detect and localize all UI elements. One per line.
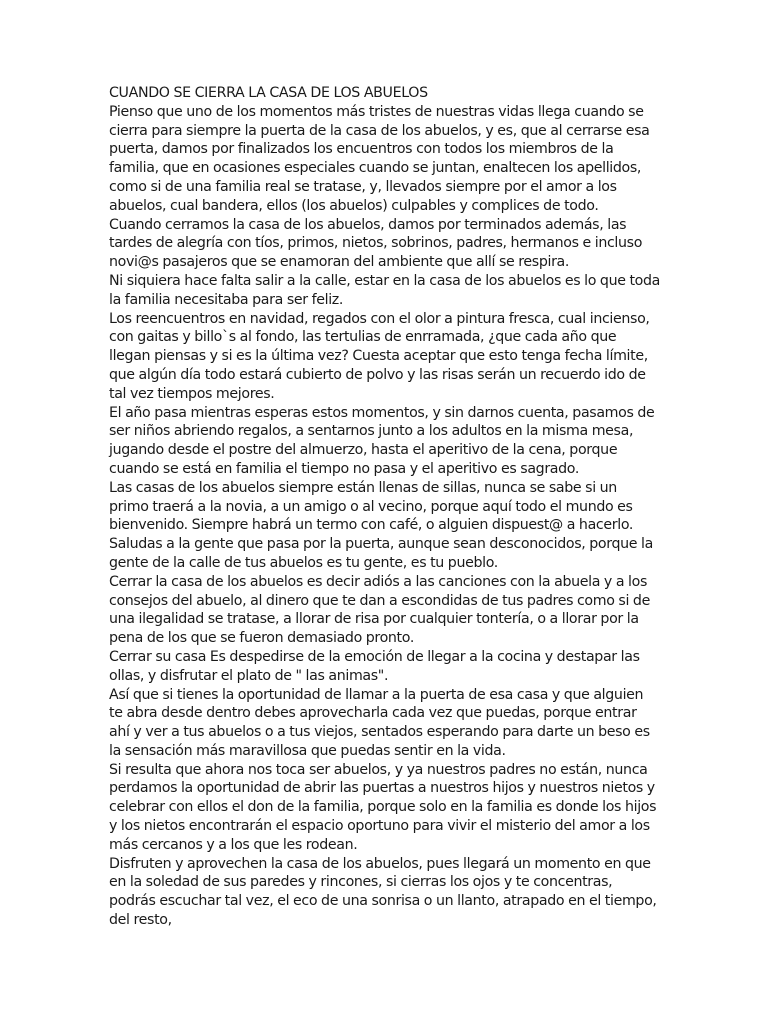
document-title: CUANDO SE CIERRA LA CASA DE LOS ABUELOS xyxy=(109,85,428,101)
paragraph-3: Ni siquiera hace falta salir a la calle, estar en la casa de los abuelos es lo que toda la familia necesitaba para ser feliz. xyxy=(109,272,660,308)
paragraph-7: Saludas a la gente que pasa por la puerta, aunque sean desconocidos, porque la gente de la calle de tus abuelos es tu gente, es tu pueblo. xyxy=(109,536,653,571)
document-page xyxy=(109,84,660,930)
paragraph-2: Cuando cerramos la casa de los abuelos, damos por terminados además, las tardes de alegría con tíos, primos, nietos, sobrinos, padres, hermanos e incluso novi@s pasajeros que se enamoran del ambiente que allí se respira. xyxy=(109,216,643,271)
paragraph-10: Así que si tienes la oportunidad de llamar a la puerta de esa casa y que alguien te abra desde dentro debes aprovecharla cada vez que puedas, porque entrar ahí y ver a tus abuelos o a tus viejos, sentados esperando para darte un beso es la sensación más maravillosa que puedas sentir en la vida. xyxy=(109,686,650,759)
paragraph-1: Pienso que uno de los momentos más tristes de nuestras vidas llega cuando se cierra para siempre la puerta de la casa de los abuelos, y es, que al cerrarse esa puerta, damos por finalizados los encuentros con todos los miembros de la familia, que en ocasiones especiales cuando se juntan, enaltecen los apellidos, como si de una familia real se tratase, y, llevados siempre por el amor a los abuelos, cual bandera, ellos (los abuelos) culpables y complices de todo. xyxy=(109,103,650,214)
paragraph-4: Los reencuentros en navidad, regados con el olor a pintura fresca, cual incienso, con gaitas y billo`s al fondo, las tertulias de enrramada, ¿que cada año que llegan piensas y si es la última vez? Cuesta aceptar que esto tenga fecha límite, que algún día todo estará cubierto de polvo y las risas serán un recuerdo ido de tal vez tiempos mejores. xyxy=(109,310,650,402)
paragraph-8: Cerrar la casa de los abuelos es decir adiós a las canciones con la abuela y a los consejos del abuelo, al dinero que te dan a escondidas de tus padres como si de una ilegalidad se tratase, a llorar de risa por cualquier tontería, o a llorar por la pena de los que se fueron demasiado pronto. xyxy=(109,573,650,647)
paragraph-9: Cerrar su casa Es despedirse de la emoción de llegar a la cocina y destapar las ollas, y disfrutar el plato de " las animas". xyxy=(109,648,640,684)
paragraph-6: Las casas de los abuelos siempre están llenas de sillas, nunca se sabe si un primo traerá a la novia, a un amigo o al vecino, porque aquí todo el mundo es bienvenido. Siempre habrá un termo con café, o alguien dispuest@ a hacerlo. xyxy=(109,479,634,534)
paragraph-12: Disfruten y aprovechen la casa de los abuelos, pues llegará un momento en que en la soledad de sus paredes y rincones, si cierras los ojos y te concentras, podrás escuchar tal vez, el eco de una sonrisa o un llanto, atrapado en el tiempo, del resto, xyxy=(109,855,657,929)
paragraph-11: Si resulta que ahora nos toca ser abuelos, y ya nuestros padres no están, nunca perdamos la oportunidad de abrir las puertas a nuestros hijos y nuestros nietos y celebrar con ellos el don de la familia, porque solo en la familia es donde los hijos y los nietos encontrarán el espacio oportuno para vivir el misterio del amor a los más cercanos y a los que les rodean. xyxy=(109,761,657,853)
paragraph-5: El año pasa mientras esperas estos momentos, y sin darnos cuenta, pasamos de ser niños abriendo regalos, a sentarnos junto a los adultos en la misma mesa, jugando desde el postre del almuerzo, hasta el aperitivo de la cena, porque cuando se está en familia el tiempo no pasa y el aperitivo es sagrado. xyxy=(109,404,655,477)
